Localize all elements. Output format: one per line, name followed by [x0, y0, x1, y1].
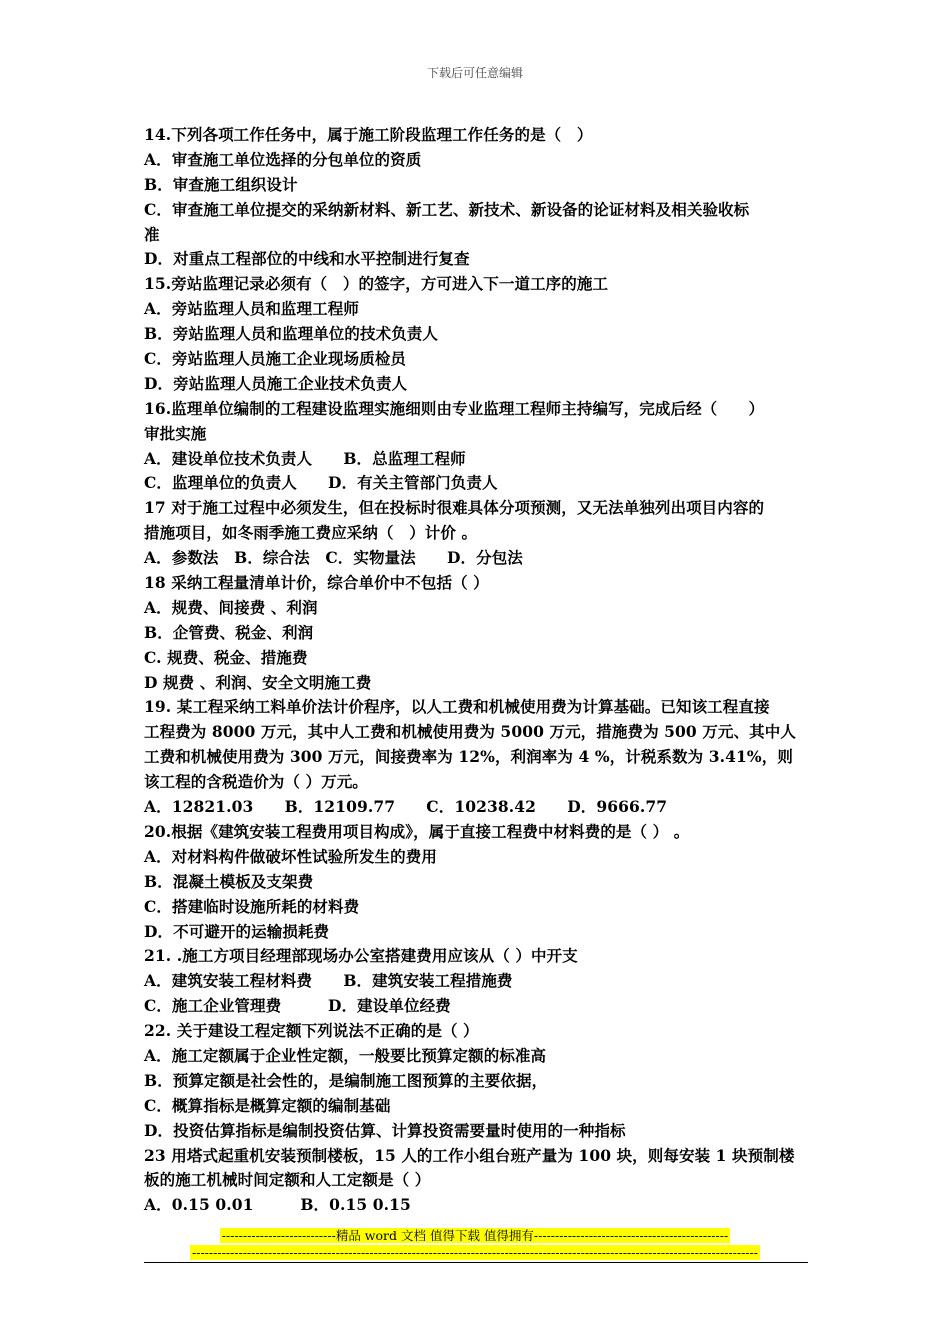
page-header: 下载后可任意编辑 [426, 66, 523, 80]
text-line: A．0.15 0.01 B．0.15 0.15 [144, 1195, 411, 1215]
text-line: 该工程的含税造价为（ ）万元。 [144, 772, 368, 792]
text-line: 23 用塔式起重机安装预制楼板，15 人的工作小组台班产量为 100 块，则每安装 1 块预制楼 [144, 1145, 795, 1165]
text-line: A．对材料构件做破坏性试验所发生的费用 [144, 846, 437, 866]
footer-banner [0, 1228, 950, 1244]
text-line: C．搭建临时设施所耗的材料费 [144, 896, 360, 916]
text-line: C．监理单位的负责人 D．有关主管部门负责人 [144, 473, 498, 493]
text-line: B．预算定额是社会性的，是编制施工图预算的主要依据， [144, 1070, 548, 1090]
footer-dash-line [0, 1245, 950, 1261]
text-line: 14.下列各项工作任务中，属于施工阶段监理工作任务的是（ ） [144, 125, 593, 144]
text-line: 措施项目，如冬雨季施工费应采纳（ ）计价 。 [144, 523, 478, 543]
text-line: D．旁站监理人员施工企业技术负责人 [144, 373, 408, 393]
text-line: 22. 关于建设工程定额下列说法不正确的是（ ） [144, 1021, 479, 1041]
text-line: A．参数法 B．综合法 C．实物量法 D．分包法 [144, 548, 523, 568]
text-line: 审批实施 [144, 423, 207, 443]
text-line: C．施工企业管理费 D．建设单位经费 [144, 996, 451, 1016]
text-line: C．概算指标是概算定额的编制基础 [144, 1095, 391, 1115]
text-line: B．审查施工组织设计 [144, 174, 298, 194]
text-line: 工程费为 8000 万元，其中人工费和机械使用费为 5000 万元，措施费为 500 万元、其中人 [144, 722, 796, 742]
text-line: B．旁站监理人员和监理单位的技术负责人 [144, 324, 439, 344]
text-line: 准 [144, 224, 160, 244]
text-line: A．旁站监理人员和监理工程师 [144, 299, 359, 319]
text-line: 工费和机械使用费为 300 万元，间接费率为 12%，利润率为 4 %，计税系数为 3.41%，则 [144, 747, 793, 767]
text-line: 20.根据《建筑安装工程费用项目构成》，属于直接工程费中材料费的是（ ） 。 [144, 821, 690, 841]
text-line: A．规费、间接费 、利润 [144, 597, 318, 617]
text-line: C．旁站监理人员施工企业现场质检员 [144, 349, 407, 369]
footer-dash-text: -------------------------------------------------------------------------------------------------------------------------------------- [192, 1245, 758, 1260]
text-line: 19. 某工程采纳工料单价法计价程序，以人工费和机械使用费为计算基础。已知该工程直接 [144, 697, 770, 717]
text-line: D 规费 、利润、安全文明施工费 [144, 672, 372, 692]
text-line: 17 对于施工过程中必须发生，但在投标时很难具体分项预测，又无法单独列出项目内容的 [144, 498, 765, 518]
text-line: A．审查施工单位选择的分包单位的资质 [144, 149, 422, 169]
text-line: B．混凝土模板及支架费 [144, 871, 314, 891]
text-line: A．施工定额属于企业性定额，一般要比预算定额的标准高 [144, 1045, 547, 1065]
text-line: D．对重点工程部位的中线和水平控制进行复查 [144, 249, 470, 269]
text-line: 16.监理单位编制的工程建设监理实施细则由专业监理工程师主持编写，完成后经（ ） [144, 398, 765, 418]
document-body [144, 123, 808, 1218]
text-line: 15.旁站监理记录必须有（ ）的签字，方可进入下一道工序的施工 [144, 274, 609, 294]
text-line: D．投资估算指标是编制投资估算、计算投资需要量时使用的一种指标 [144, 1120, 626, 1140]
text-line: 板的施工机械时间定额和人工定额是（ ） [144, 1170, 431, 1190]
footer-banner-text: ---------------------------精品 word 文档 值得下载 值得拥有---------------------------------------------- [221, 1228, 729, 1243]
text-line: C. 规费、税金、措施费 [144, 647, 308, 667]
text-line: C．审查施工单位提交的采纳新材料、新工艺、新技术、新设备的论证材料及相关验收标 [144, 199, 750, 219]
footer-rule [144, 1262, 808, 1263]
text-line: B．企管费、税金、利润 [144, 622, 314, 642]
text-line: 21. .施工方项目经理部现场办公室搭建费用应该从（ ）中开支 [144, 946, 578, 966]
text-line: 18 采纳工程量清单计价，综合单价中不包括（ ） [144, 573, 489, 593]
text-line: A．建筑安装工程材料费 B．建筑安装工程措施费 [144, 971, 513, 991]
text-line: D．不可避开的运输损耗费 [144, 921, 330, 941]
text-line: A．12821.03 B．12109.77 C．10238.42 D．9666.77 [144, 797, 668, 817]
text-line: A．建设单位技术负责人 B．总监理工程师 [144, 448, 466, 468]
